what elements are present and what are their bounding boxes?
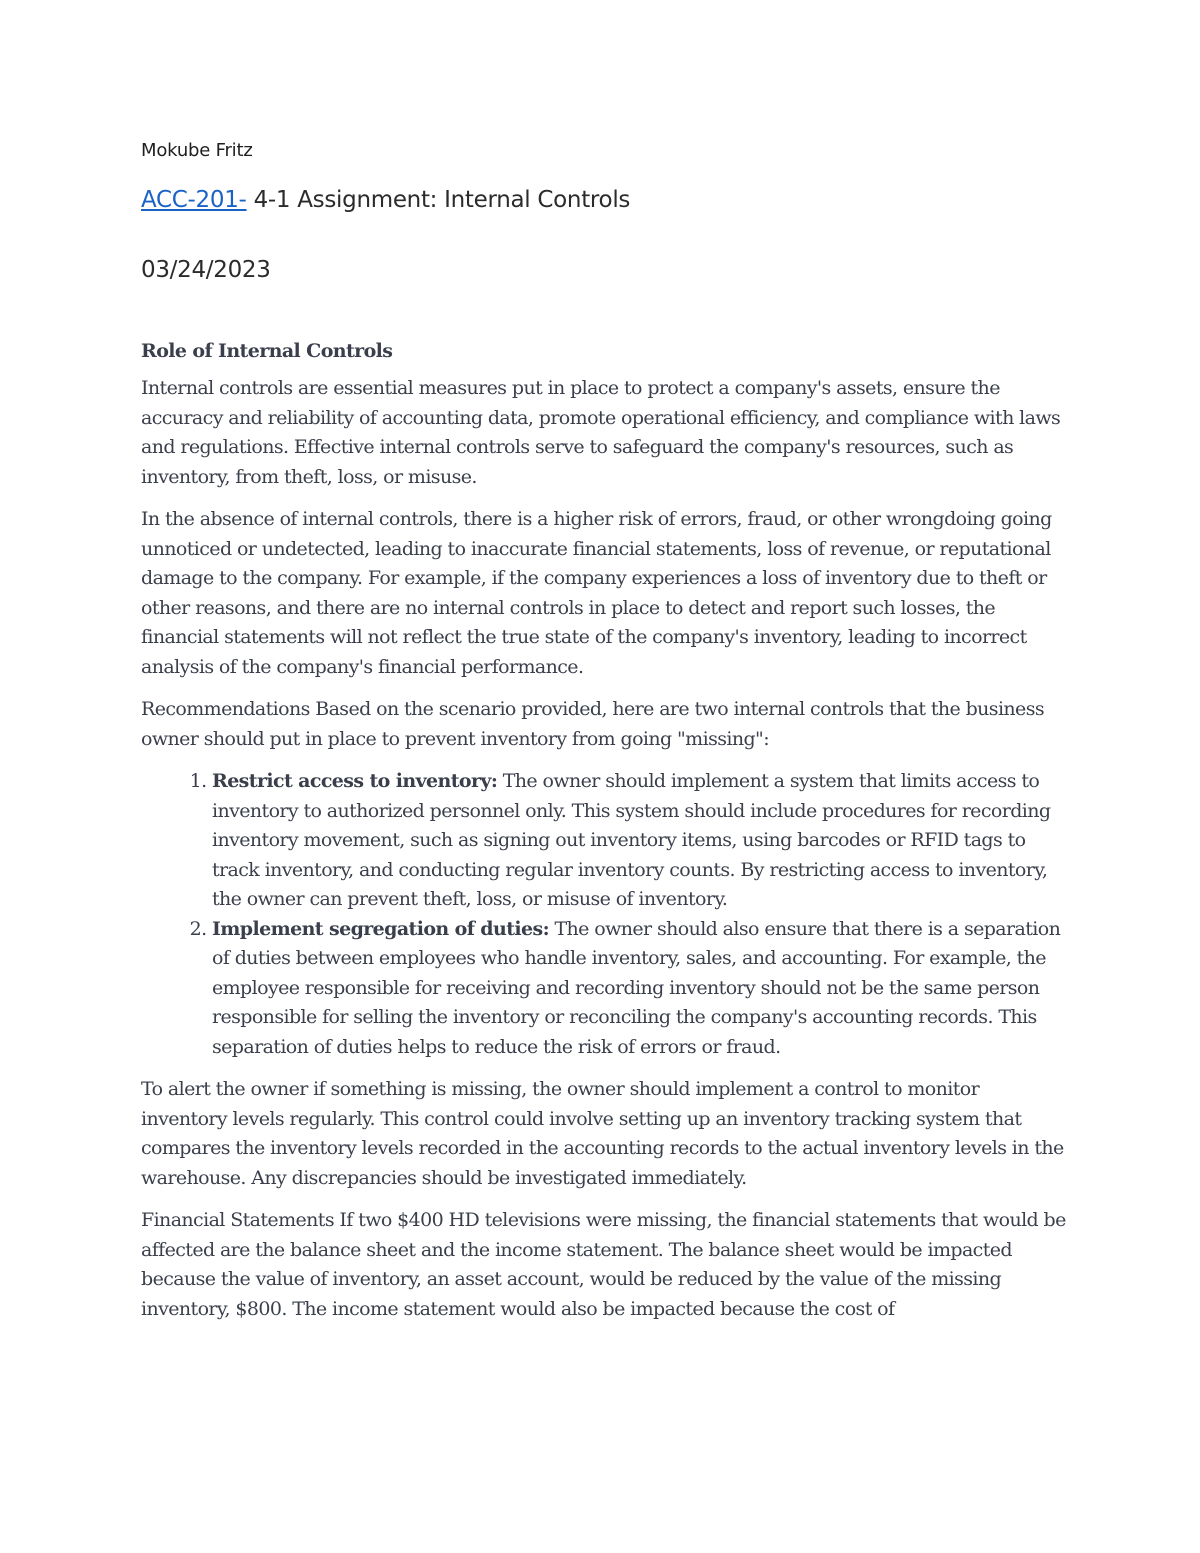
paragraph-financial-statements: Financial Statements If two $400 HD televisions were missing, the financial statements that would be affected are the balance sheet and the income statement. The balance sheet would be impacted because the value of inventory, an asset account, would be reduced by the value of the missing inventory, $800. The income statement would also be impacted because the cost of [141,1209,1066,1320]
recommendations-list [141,767,1066,1062]
recommendation-title: Implement segregation of duties: [212,917,549,940]
paragraph-role-of-controls: Internal controls are essential measures put in place to protect a company's assets, ensure the accuracy and reliability of accounting data, promote operational efficiency, and compliance with laws and regulations. Effective internal controls serve to safeguard the company's resources, such as inventory, from theft, loss, or misuse. [141,377,1061,488]
list-item [212,915,1066,1063]
course-code-link[interactable]: ACC-201- [141,187,247,213]
recommendation-title: Restrict access to inventory: [212,770,498,792]
paragraph-absence-of-controls: In the absence of internal controls, there is a higher risk of errors, fraud, or other wrongdoing going unnoticed or undetected, leading to inaccurate financial statements, loss of revenue, or reputational damage to the company. For example, if the company experiences a loss of inventory due to theft or other reasons, and there are no internal controls in place to detect and report such losses, the financial statements will not reflect the true state of the company's inventory, leading to incorrect analysis of the company's financial performance. [141,508,1052,678]
assignment-title: 4-1 Assignment: Internal Controls [246,187,631,213]
submission-date: 03/24/2023 [141,257,271,283]
section-heading: Role of Internal Controls [141,340,393,362]
paragraph-recommendations-intro: Recommendations Based on the scenario provided, here are two internal controls that the business owner should put in place to prevent inventory from going "missing": [141,698,1045,750]
list-item [212,767,1066,915]
paragraph-monitor-inventory: To alert the owner if something is missing, the owner should implement a control to monitor inventory levels regularly. This control could involve setting up an inventory tracking system that compares the inventory levels recorded in the accounting records to the actual inventory levels in the warehouse. Any discrepancies should be investigated immediately. [141,1078,1064,1189]
assignment-title-line [141,187,1066,213]
recommendation-text: The owner should implement a system that limits access to inventory to authorized personnel only. This system should include procedures for recording inventory movement, such as signing out inventory items, using barcodes or RFID tags to track inventory, and conducting regular inventory counts. By restricting access to inventory, the owner can prevent theft, loss, or misuse of inventory. [212,770,1051,910]
author-name: Mokube Fritz [141,140,253,161]
recommendation-text: The owner should also ensure that there is a separation of duties between employees who handle inventory, sales, and accounting. For example, the employee responsible for receiving and recording inventory should not be the same person responsible for selling the inventory or reconciling the company's accounting records. This separation of duties helps to reduce the risk of errors or fraud. [212,917,1061,1058]
document-content [141,140,1066,1337]
